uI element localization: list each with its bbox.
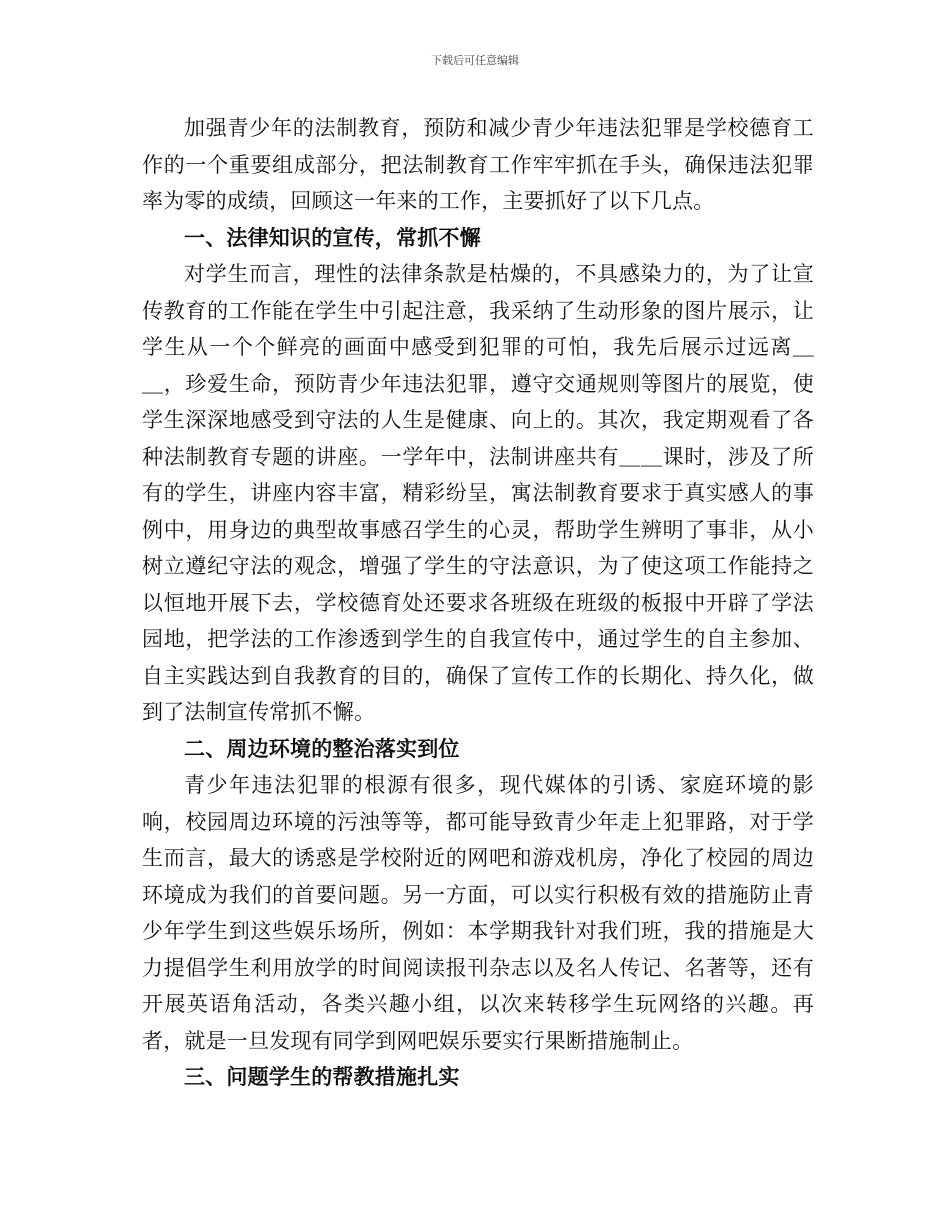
section-2-paragraph: 青少年违法犯罪的根源有很多，现代媒体的引诱、家庭环境的影响，校园周边环境的污浊等等，都可能导致青少年走上犯罪路，对于学生而言，最大的诱惑是学校附近的网吧和游戏机房，净化了校园的周边环境成为我们的首要问题。另一方面，可以实行积极有效的措施防止青少年学生到这些娱乐场所，例如：本学期我针对我们班，我的措施是大力提倡学生利用放学的时间阅读报刊杂志以及名人传记、名著等，还有开展英语角活动，各类兴趣小组，以次来转移学生玩网络的兴趣。再者，就是一旦发现有同学到网吧娱乐要实行果断措施制止。 <box>142 773 814 1053</box>
section-2-heading: 二、周边环境的整治落实到位 <box>184 736 460 761</box>
section-1-heading: 一、法律知识的宣传，常抓不懈 <box>184 225 481 250</box>
section-1-paragraph: 对学生而言，理性的法律条款是枯燥的，不具感染力的，为了让宣传教育的工作能在学生中引起注意，我采纳了生动形象的图片展示，让学生从一个个鲜亮的画面中感受到犯罪的可怕，我先后展示过远离＿＿，珍爱生命，预防青少年违法犯罪，遵守交通规则等图片的展览，使学生深深地感受到守法的人生是健康、向上的。其次，我定期观看了各种法制教育专题的讲座。一学年中，法制讲座共有＿＿课时，涉及了所有的学生，讲座内容丰富，精彩纷呈，寓法制教育要求于真实感人的事例中，用身边的典型故事感召学生的心灵，帮助学生辨明了事非，从小树立遵纪守法的观念，增强了学生的守法意识，为了使这项工作能持之以恒地开展下去，学校德育处还要求各班级在班级的板报中开辟了学法园地，把学法的工作渗透到学生的自我宣传中，通过学生的自主参加、自主实践达到自我教育的目的，确保了宣传工作的长期化、持久化，做到了法制宣传常抓不懈。 <box>142 262 814 724</box>
intro-paragraph: 加强青少年的法制教育，预防和减少青少年违法犯罪是学校德育工作的一个重要组成部分，把法制教育工作牢牢抓在手头，确保违法犯罪率为零的成绩，回顾这一年来的工作，主要抓好了以下几点。 <box>142 116 814 213</box>
header-note: 下载后可任意编辑 <box>431 54 519 67</box>
section-3-heading: 三、问题学生的帮教措施扎实 <box>184 1065 460 1089</box>
document-body <box>142 110 814 1096</box>
